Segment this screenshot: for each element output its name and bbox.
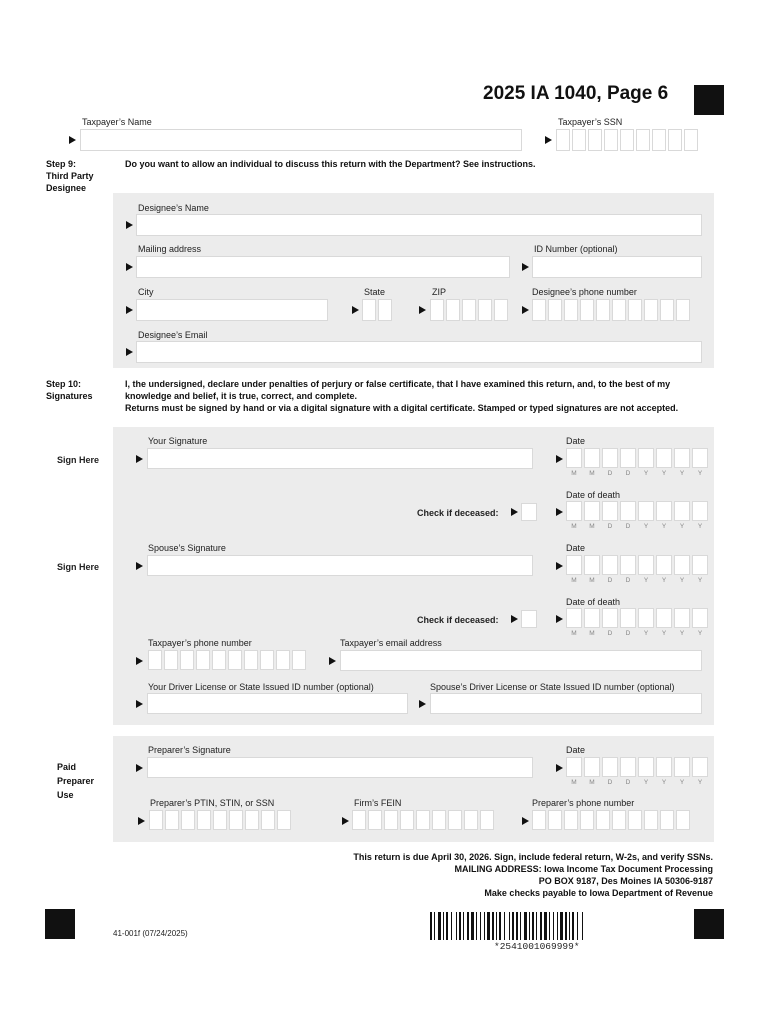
preparer-signature-label: Preparer’s Signature bbox=[148, 745, 231, 755]
barcode-bar bbox=[463, 912, 464, 940]
footer-instructions bbox=[353, 851, 713, 899]
barcode-bar bbox=[557, 912, 558, 940]
barcode-bar bbox=[504, 912, 505, 940]
designee-name-field[interactable] bbox=[136, 214, 702, 236]
arrow-icon bbox=[522, 263, 529, 271]
mailing-address-label: Mailing address bbox=[138, 244, 202, 254]
check-deceased-label: Check if deceased: bbox=[417, 508, 499, 518]
date-format-hint: M M D D Y Y Y Y bbox=[571, 630, 703, 637]
barcode-bar bbox=[516, 912, 518, 940]
designee-phone-label: Designee’s phone number bbox=[532, 287, 637, 297]
barcode-bar bbox=[443, 912, 444, 940]
sign-here-label: Sign Here bbox=[57, 562, 100, 572]
date-format-hint: M M D D Y Y Y Y bbox=[571, 470, 703, 477]
arrow-icon bbox=[556, 764, 563, 772]
barcode-bar bbox=[480, 912, 481, 940]
arrow-icon bbox=[419, 700, 426, 708]
form-id: 41-001f (07/24/2025) bbox=[113, 929, 188, 938]
your-signature-label: Your Signature bbox=[148, 436, 208, 446]
preparer-date-field[interactable] bbox=[566, 757, 708, 777]
arrow-icon bbox=[136, 700, 143, 708]
arrow-icon bbox=[419, 306, 426, 314]
deceased-checkbox[interactable] bbox=[521, 503, 537, 521]
step10-label: Step 10: Signatures bbox=[46, 379, 93, 401]
due-date-text: This return is due April 30, 2026. Sign, include federal return, W-2s, and verify SSNs. bbox=[353, 852, 713, 862]
barcode-bar bbox=[560, 912, 563, 940]
designee-name-label: Designee’s Name bbox=[138, 203, 209, 213]
city-field[interactable] bbox=[136, 299, 328, 321]
preparer-signature-field[interactable] bbox=[147, 757, 533, 778]
arrow-icon bbox=[556, 455, 563, 463]
zip-field[interactable] bbox=[430, 299, 508, 321]
arrow-icon bbox=[545, 136, 552, 144]
spouse-signature-label: Spouse’s Signature bbox=[148, 543, 226, 553]
po-box-text: PO BOX 9187, Des Moines IA 50306-9187 bbox=[538, 876, 713, 886]
zip-label: ZIP bbox=[432, 287, 447, 297]
arrow-icon bbox=[136, 657, 143, 665]
ptin-field[interactable] bbox=[149, 810, 291, 830]
arrow-icon bbox=[138, 817, 145, 825]
taxpayer-ssn-label: Taxpayer’s SSN bbox=[558, 117, 623, 127]
barcode-bar bbox=[446, 912, 448, 940]
date-format-hint: M M D D Y Y Y Y bbox=[571, 779, 703, 786]
barcode-bar bbox=[549, 912, 550, 940]
arrow-icon bbox=[69, 136, 76, 144]
paid-preparer-label: Paid Preparer Use bbox=[57, 762, 95, 800]
step9-question: Do you want to allow an individual to discuss this return with the Department? See instructions. bbox=[125, 159, 536, 169]
barcode-bar bbox=[520, 912, 521, 940]
check-deceased-label: Check if deceased: bbox=[417, 615, 499, 625]
barcode-bar bbox=[553, 912, 554, 940]
spouse-signature-field[interactable] bbox=[147, 555, 533, 576]
your-date-field[interactable] bbox=[566, 448, 708, 468]
barcode-bar bbox=[434, 912, 435, 940]
registration-mark bbox=[45, 909, 75, 939]
registration-mark bbox=[694, 85, 724, 115]
state-label: State bbox=[364, 287, 386, 297]
barcode-bar bbox=[572, 912, 574, 940]
barcode-bar bbox=[484, 912, 485, 940]
barcode-bar bbox=[451, 912, 452, 940]
page-title: 2025 IA 1040, Page 6 bbox=[483, 83, 669, 104]
barcode-bar bbox=[467, 912, 469, 940]
barcode-bar bbox=[532, 912, 534, 940]
mailing-address-field[interactable] bbox=[136, 256, 510, 278]
spouse-dl-field[interactable] bbox=[430, 693, 702, 714]
arrow-icon bbox=[126, 348, 133, 356]
arrow-icon bbox=[522, 306, 529, 314]
barcode-bar bbox=[499, 912, 501, 940]
your-dl-label: Your Driver License or State Issued ID number (optional) bbox=[148, 682, 374, 692]
designee-email-label: Designee’s Email bbox=[138, 330, 208, 340]
your-dl-field[interactable] bbox=[147, 693, 408, 714]
arrow-icon bbox=[329, 657, 336, 665]
arrow-icon bbox=[511, 615, 518, 623]
arrow-icon bbox=[136, 562, 143, 570]
barcode-bar bbox=[529, 912, 530, 940]
barcode-bar bbox=[569, 912, 570, 940]
fein-label: Firm’s FEIN bbox=[354, 798, 402, 808]
mailing-address-text: MAILING ADDRESS: Iowa Income Tax Document Processing bbox=[454, 864, 713, 874]
arrow-icon bbox=[511, 508, 518, 516]
step9-label: Step 9: Third Party Designee bbox=[46, 159, 94, 193]
date-label: Date bbox=[566, 436, 586, 446]
barcode-bar bbox=[524, 912, 527, 940]
barcode-bar bbox=[540, 912, 542, 940]
arrow-icon bbox=[136, 455, 143, 463]
payable-text: Make checks payable to Iowa Department of Revenue bbox=[484, 888, 713, 898]
preparer-phone-field[interactable] bbox=[532, 810, 690, 830]
id-number-field[interactable] bbox=[532, 256, 702, 278]
barcode-bar bbox=[438, 912, 441, 940]
barcode-bar bbox=[471, 912, 474, 940]
city-label: City bbox=[138, 287, 154, 297]
fein-field[interactable] bbox=[352, 810, 494, 830]
preparer-date-label: Date bbox=[566, 745, 586, 755]
your-signature-field[interactable] bbox=[147, 448, 533, 469]
taxpayer-email-label: Taxpayer’s email address bbox=[340, 638, 442, 648]
arrow-icon bbox=[126, 263, 133, 271]
barcode-bar bbox=[577, 912, 578, 940]
spouse-date-field[interactable] bbox=[566, 555, 708, 575]
registration-mark bbox=[694, 909, 724, 939]
barcode-text: *2541001069999* bbox=[494, 941, 580, 952]
arrow-icon bbox=[556, 615, 563, 623]
barcode bbox=[430, 912, 656, 940]
id-number-label: ID Number (optional) bbox=[534, 244, 618, 254]
barcode-bar bbox=[476, 912, 477, 940]
barcode-bar bbox=[492, 912, 494, 940]
preparer-phone-label: Preparer’s phone number bbox=[532, 798, 635, 808]
barcode-bar bbox=[565, 912, 567, 940]
barcode-bar bbox=[536, 912, 537, 940]
arrow-icon bbox=[556, 508, 563, 516]
spouse-date-of-death-field[interactable] bbox=[566, 608, 708, 628]
date-of-death-label: Date of death bbox=[566, 490, 621, 500]
barcode-bar bbox=[496, 912, 497, 940]
ptin-label: Preparer’s PTIN, STIN, or SSN bbox=[150, 798, 275, 808]
taxpayer-name-label: Taxpayer’s Name bbox=[82, 117, 152, 127]
designee-email-field[interactable] bbox=[136, 341, 702, 363]
arrow-icon bbox=[126, 306, 133, 314]
declaration-text: I, the undersigned, declare under penalties of perjury or false certificate, that I have examined this return, and, to the best of my knowledge and belief, it is true, correct, and complete. bbox=[125, 379, 671, 401]
date-of-death-field[interactable] bbox=[566, 501, 708, 521]
designee-phone-field[interactable] bbox=[532, 299, 690, 321]
taxpayer-phone-field[interactable] bbox=[148, 650, 306, 670]
arrow-icon bbox=[136, 764, 143, 772]
date-format-hint: M M D D Y Y Y Y bbox=[571, 577, 703, 584]
date-label: Date bbox=[566, 543, 586, 553]
sign-here-label: Sign Here bbox=[57, 455, 100, 465]
barcode-bar bbox=[509, 912, 510, 940]
barcode-bar bbox=[582, 912, 583, 940]
taxpayer-email-field[interactable] bbox=[340, 650, 702, 671]
taxpayer-phone-label: Taxpayer’s phone number bbox=[148, 638, 252, 648]
barcode-bar bbox=[459, 912, 461, 940]
spouse-dl-label: Spouse’s Driver License or State Issued ID number (optional) bbox=[430, 682, 675, 692]
barcode-bar bbox=[544, 912, 547, 940]
spouse-deceased-checkbox[interactable] bbox=[521, 610, 537, 628]
arrow-icon bbox=[522, 817, 529, 825]
taxpayer-name-field[interactable] bbox=[80, 129, 522, 151]
barcode-bar bbox=[487, 912, 490, 940]
barcode-bar bbox=[456, 912, 457, 940]
date-format-hint: M M D D Y Y Y Y bbox=[571, 523, 703, 530]
arrow-icon bbox=[126, 221, 133, 229]
date-of-death-label: Date of death bbox=[566, 597, 621, 607]
barcode-bar bbox=[430, 912, 432, 940]
signature-note: Returns must be signed by hand or via a digital signature with a digital certificate. Stamped or typed signatures are not accepted. bbox=[125, 403, 679, 413]
taxpayer-ssn-field[interactable] bbox=[556, 129, 698, 151]
arrow-icon bbox=[556, 562, 563, 570]
state-field[interactable] bbox=[362, 299, 392, 321]
arrow-icon bbox=[352, 306, 359, 314]
arrow-icon bbox=[342, 817, 349, 825]
barcode-bar bbox=[512, 912, 514, 940]
